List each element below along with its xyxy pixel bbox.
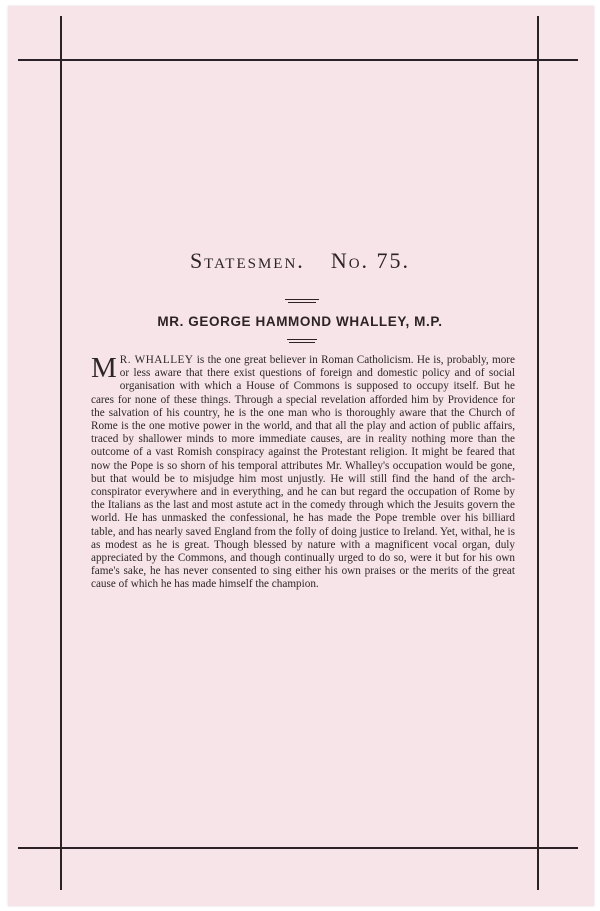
frame-top-rule [18, 59, 578, 61]
article-subject: MR. GEORGE HAMMOND WHALLEY, M.P. [157, 314, 443, 329]
subject-divider [289, 342, 315, 343]
frame-left-rule [60, 16, 62, 890]
drop-cap: M [91, 352, 117, 384]
article-text: is the one great believer in Roman Catholicism. He is, probably, more or less aware that there exist questions of foreign and domestic policy and of social organisation with which a House of Commons is supposed to occupy itself. But he cares for none of these things. Through a special revelation afforded him by Providence for the salvation of his country, he is the one man who is thoroughly aware that the Church of Rome is the one motive power in the world, and that all the play and action of public affairs, traced by shallower minds to more immediate causes, are in reality nothing more than the outcome of a vast Romish conspiracy against the Protestant religion. It might be feared that now the Pope is so shorn of his temporal attributes Mr. Whalley's occupation would be gone, but that would be to misjudge him most unjustly. He will still find the hand of the arch-conspirator everywhere and in everything, and he can but regard the occupation of Rome by the Italians as the last and most astute act in the comedy through which the Jesuits govern the world. He has unmasked the confessional, he has made the Pope tremble over his billiard table, and has nearly saved England from the folly of doing justice to Ireland. Yet, withal, he is as modest as he is great. Though blessed by nature with a magnificent vocal organ, duly appreciated by the Commons, and though continually urged to do so, were it but for his own fame's sake, he has never consented to sing either his own praises or the merits of the great cause of which he has made himself the champion. [91, 354, 516, 591]
frame-right-rule [537, 16, 539, 890]
frame-bottom-rule [18, 847, 578, 849]
subject-divider [287, 339, 317, 340]
heading-divider [288, 302, 316, 303]
heading-divider [285, 299, 319, 300]
article-lead: R. WHALLEY [119, 354, 194, 366]
series-number: No. 75. [330, 248, 411, 273]
series-heading [0, 248, 600, 274]
series-title: Statesmen. [189, 248, 305, 273]
article-body [91, 354, 515, 592]
